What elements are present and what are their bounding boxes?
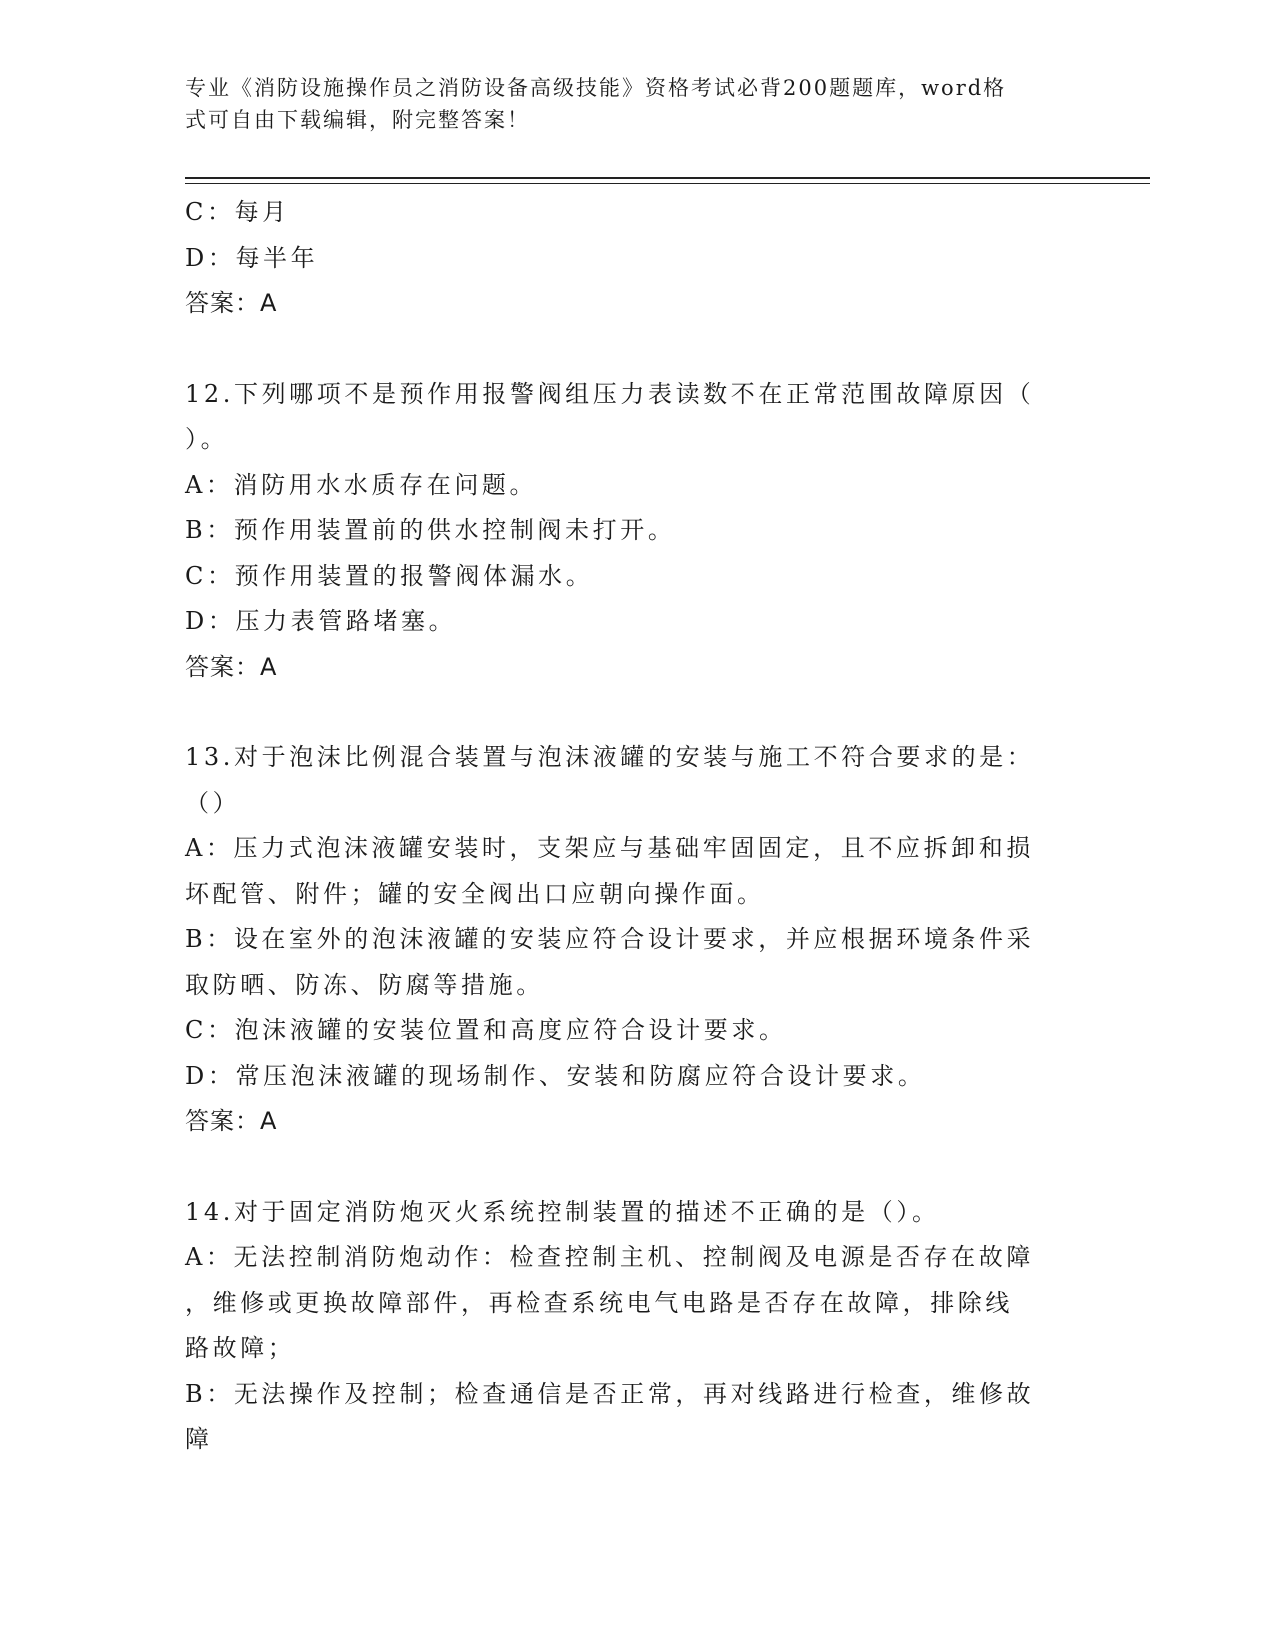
q13-option-b-line-2: 取防晒、防冻、防腐等措施。 — [185, 970, 544, 999]
q13-stem-line-1: 13.对于泡沫比例混合装置与泡沫液罐的安装与施工不符合要求的是： — [185, 743, 1035, 771]
q13-stem-line-2: （） — [185, 788, 241, 817]
q14-option-a-line-2: ，维修或更换故障部件，再检查系统电气电路是否存在故障，排除线 — [185, 1288, 1013, 1317]
q12-answer: 答案：A — [185, 652, 278, 681]
q14-option-a-line-1: A：无法控制消防炮动作：检查控制主机、控制阀及电源是否存在故障 — [185, 1243, 1034, 1271]
q12-stem-line-2: ）。 — [185, 425, 229, 453]
q14-stem: 14.对于固定消防炮灭火系统控制装置的描述不正确的是（）。 — [185, 1197, 940, 1226]
q13-option-a-line-1: A：压力式泡沫液罐安装时，支架应与基础牢固固定，且不应拆卸和损 — [185, 834, 1034, 862]
question-14 — [185, 1190, 1085, 1463]
q11-answer: 答案：A — [185, 289, 278, 317]
q13-answer: 答案：A — [185, 1107, 278, 1135]
q12-option-a: A：消防用水水质存在问题。 — [185, 470, 538, 499]
q11-option-d: D：每半年 — [185, 243, 319, 272]
spacer — [185, 327, 1085, 372]
q14-option-b-line-1: B：无法操作及控制；检查通信是否正常，再对线路进行检查，维修故 — [185, 1379, 1035, 1408]
q12-option-c: C：预作用装置的报警阀体漏水。 — [185, 561, 594, 590]
document-body — [185, 190, 1085, 1463]
q13-option-c: C：泡沫液罐的安装位置和高度应符合设计要求。 — [185, 1016, 787, 1044]
q14-option-a-line-3: 路故障； — [185, 1334, 296, 1362]
q13-option-d: D：常压泡沫液罐的现场制作、安装和防腐应符合设计要求。 — [185, 1061, 926, 1090]
header-line-1: 专业《消防设施操作员之消防设备高级技能》资格考试必背200题题库，word格 — [185, 76, 1007, 100]
spacer — [185, 690, 1085, 735]
q11-option-c: C：每月 — [185, 198, 290, 226]
spacer — [185, 1145, 1085, 1190]
header-divider — [185, 177, 1150, 184]
q12-option-b: B：预作用装置前的供水控制阀未打开。 — [185, 516, 676, 544]
q12-option-d: D：压力表管路堵塞。 — [185, 607, 457, 635]
q13-option-a-line-2: 坏配管、附件；罐的安全阀出口应朝向操作面。 — [185, 879, 765, 908]
header-line-2: 式可自由下载编辑，附完整答案！ — [185, 108, 530, 132]
question-11-tail — [185, 190, 1085, 327]
question-13 — [185, 735, 1085, 1145]
question-12 — [185, 372, 1085, 691]
q13-option-b-line-1: B：设在室外的泡沫液罐的安装应符合设计要求，并应根据环境条件采 — [185, 925, 1035, 953]
page-header — [185, 72, 1065, 136]
q14-option-b-line-2: 障 — [185, 1425, 213, 1453]
q12-stem-line-1: 12.下列哪项不是预作用报警阀组压力表读数不在正常范围故障原因（ — [185, 379, 1035, 408]
